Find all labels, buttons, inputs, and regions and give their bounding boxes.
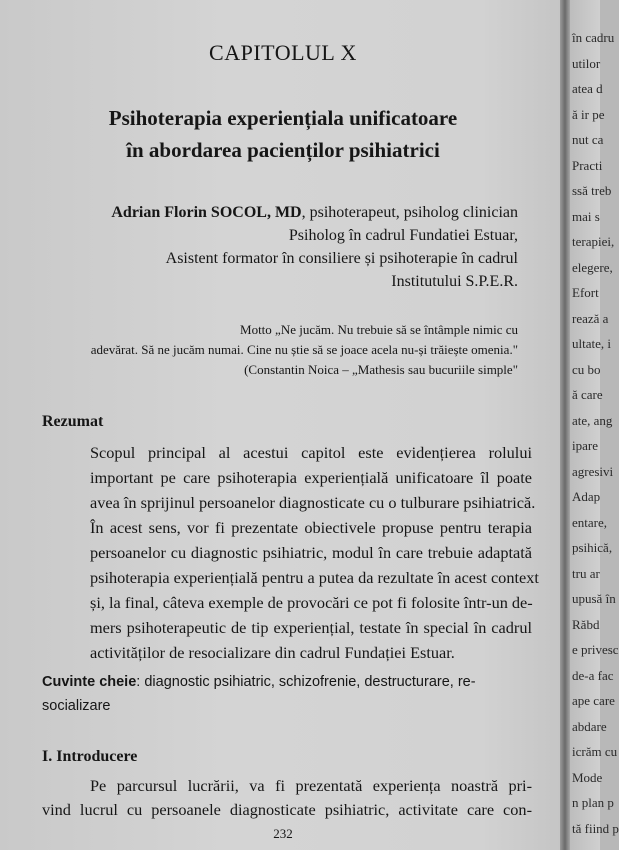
keywords-label: Cuvinte cheie	[42, 674, 137, 690]
adjacent-page-fragment: în cadru	[572, 30, 615, 45]
abstract-line: psihoterapia experiențială pentru a putea da rezultate în acest context	[90, 568, 539, 587]
author-line-3: Asistent formator în consiliere și psihoterapie în cadrul	[165, 250, 518, 267]
adjacent-page-fragment: Adap	[572, 489, 601, 504]
adjacent-page-fragment: ă care	[572, 387, 603, 402]
intro-text-1: Pe parcursul lucrării, va fi prezentată experiența noastră pri-	[90, 776, 532, 795]
adjacent-page-fragment: cu bo	[572, 361, 601, 377]
motto-attribution: (Constantin Noica – „Mathesis sau bucuriile simple"	[244, 362, 518, 377]
keywords-line-1	[42, 670, 532, 694]
adjacent-page-fragment: de-a fac	[572, 667, 614, 683]
abstract-line: mers psihoterapeutic de tip experiențial, testate în special în cadrul	[90, 618, 532, 637]
adjacent-page-fragment: mai s	[572, 208, 600, 224]
author-line-2: Psiholog în cadrul Fundatiei Estuar,	[288, 227, 518, 244]
adjacent-page-fragment: ape care	[572, 693, 615, 708]
book-gutter	[560, 0, 570, 850]
author-name: Adrian Florin SOCOL, MD	[111, 204, 302, 221]
adjacent-page-fragment: Mode	[572, 769, 603, 785]
adjacent-page-fragment: utilor	[572, 55, 601, 71]
abstract-line: Scopul principal al acestui capitol este evidențierea rolului	[90, 443, 532, 462]
adjacent-page-fragment: Practi	[572, 157, 603, 173]
intro-text-2: vind lucrul cu persoanele diagnosticate psihiatric, activitate care con-	[42, 800, 532, 819]
adjacent-page-fragment: abdare	[572, 718, 607, 734]
adjacent-page-fragment: ultate, i	[572, 336, 611, 351]
adjacent-page-fragment: psihică,	[572, 540, 613, 555]
abstract-line: avea în sprijinul persoanelor diagnosticate cu o tulburare psihiatrică.	[90, 493, 536, 512]
abstract-paragraph	[42, 440, 539, 665]
adjacent-page-fragment: icrăm cu	[572, 744, 618, 759]
abstract-line: persoanelor cu diagnostic psihiatric, modul în care trebuie adaptată	[90, 543, 532, 562]
abstract-line: activităților de resocializare din cadrul Fundației Estuar.	[90, 643, 455, 662]
abstract-line: și, la final, câteva exemple de provocări ce pot fi folosite într-un de-	[90, 593, 533, 612]
adjacent-page-fragment: upusă în	[572, 591, 616, 606]
adjacent-page-fragment: tă fiind p	[572, 820, 619, 836]
adjacent-page-fragment: ssă treb	[572, 183, 612, 198]
adjacent-page-fragment: n plan p	[572, 795, 614, 810]
adjacent-page-fragment: terapiei,	[572, 234, 615, 249]
page-number: 232	[273, 826, 293, 841]
abstract-heading: Rezumat	[42, 413, 104, 430]
intro-line-2	[42, 797, 532, 822]
chapter-title-line-1: Psihoterapia experiențiala unificatoare	[108, 106, 458, 130]
author-line-1	[111, 204, 518, 222]
author-role: , psihoterapeut, psiholog clinician	[301, 204, 518, 221]
adjacent-page-fragment: Efort	[572, 285, 599, 300]
motto-line-1: Motto „Ne jucăm. Nu trebuie să se întâmple nimic cu	[240, 322, 518, 337]
adjacent-page-fragment: e privesc	[572, 642, 619, 657]
adjacent-page-fragment: nut ca	[572, 132, 604, 147]
motto-line-2: adevărat. Să ne jucăm numai. Cine nu știe să se joace acela nu-și trăiește omenia."	[90, 342, 518, 357]
chapter-title-line-2: în abordarea pacienților psihiatrici	[126, 138, 440, 162]
adjacent-page-fragment: elegere,	[572, 259, 613, 275]
keywords-text: : diagnostic psihiatric, schizofrenie, destructurare, re-	[136, 674, 476, 690]
adjacent-page-fragment: entare,	[572, 514, 608, 530]
abstract-line: În acest sens, vor fi prezentate obiectivele propuse pentru terapia	[90, 518, 532, 537]
adjacent-page-fragment: atea d	[572, 81, 603, 96]
keywords-line-2: socializare	[42, 698, 111, 714]
adjacent-page-fragment: ă ir pe	[572, 106, 605, 122]
intro-line-1	[42, 773, 532, 798]
adjacent-page-fragment: rează a	[572, 310, 609, 326]
abstract-line: important pe care psihoterapia experiențială unificatoare îl poate	[90, 468, 532, 487]
chapter-heading: CAPITOLUL X	[209, 40, 357, 65]
adjacent-page-fragment: agresivi	[572, 463, 614, 479]
adjacent-page-fragment: ate, ang	[572, 412, 613, 428]
adjacent-page-fragment: Răbd	[572, 616, 600, 632]
adjacent-page-edge	[570, 0, 619, 850]
author-line-4: Institutului S.P.E.R.	[391, 273, 518, 290]
introduction-heading: I. Introducere	[42, 748, 138, 765]
adjacent-page-fragment: tru ar	[572, 565, 600, 581]
adjacent-page-fragment: ipare	[572, 438, 598, 453]
